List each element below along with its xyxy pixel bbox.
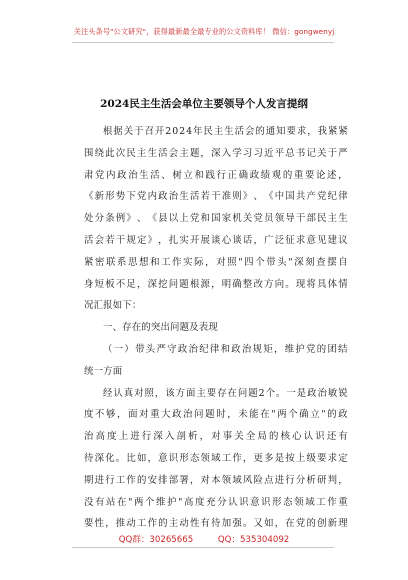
header-divider (72, 42, 334, 43)
body-line: 根 据 关 于 召 开 2 0 2 4 年 民 主 生 活 会 的 通 知 要 求 ， 我 紧 紧 (103, 126, 348, 137)
body-line: 处 分 条 例 》 、 《 县 以 上 党 和 国 家 机 关 党 员 领 导 干 部 民 主 生 (84, 213, 348, 225)
body-line: 围 绕 此 次 民 主 生 活 会 主 题 ， 深 入 学 习 习 近 平 总 书 记 关 于 严 (84, 147, 348, 159)
footer-divider (72, 547, 334, 548)
body-line: 待 深 化 。 比 如 ， 意 识 形 态 领 域 工 作 ， 更 多 是 按 上 级 要 求 定 (84, 452, 348, 464)
body-line: 肃 党 内 政 治 生 活 、 树 立 和 践 行 正 确 政 绩 观 的 重 要 论 述 ， (84, 169, 348, 181)
body-line: 身 短 板 不 足 ， 深 挖 问 题 根 源 ， 明 确 整 改 方 向 。 现 将 具 体 情 (84, 278, 348, 290)
body-line: 经 认 真 对 照 ， 该 方 面 主 要 存 在 问 题 2 个 。 一 是 政 治 敏 锐 (103, 387, 348, 399)
footer-qq-group: QQ群：30265665 (118, 535, 194, 545)
body-line: 没 有 站 在 " 两 个 维 护 " 高 度 充 分 认 识 意 识 形 态 领 域 工 作 重 (84, 496, 348, 508)
header-banner: 关注头条号"公文研究"，获得最新最全最专业的公文资料库！ 微信：gongwenyj (73, 27, 335, 36)
body-line: 活 会 若 干 规 定 》 ， 扎 实 开 展 谈 心 谈 话 ， 广 泛 征 求 意 见 建 议 (84, 234, 348, 246)
section-heading: 一、存在的突出问题及表现 (103, 322, 218, 334)
body-line: 治 高 度 上 进 行 深 入 剖 析 ， 对 事 关 全 局 的 核 心 认 识 还 有 (84, 431, 348, 443)
body-line: 期 进 行 工 作 的 安 排 部 署 ， 对 本 领 域 风 险 点 进 行 分 析 研 判 ， (84, 474, 348, 486)
footer-contact (0, 533, 408, 545)
body-line: 要 性 ， 推 动 工 作 的 主 动 性 有 待 加 强 。 又 如 ， 在 党 的 创 新 理 (84, 518, 348, 530)
subsection-heading: （ 一 ） 带 头 严 守 政 治 纪 律 和 政 治 规 矩 ， 维 护 党 的 团 结 (103, 343, 348, 355)
body-line: 度 不 够 ， 面 对 重 大 政 治 问 题 时 ， 未 能 在 " 两 个 确 立 " 的 政 (84, 409, 348, 421)
document-body (84, 121, 348, 535)
body-line: 《 新 形 势 下 党 内 政 治 生 活 若 干 准 则 》 、 《 中 国 共 产 党 纪 律 (84, 191, 348, 203)
body-line: 紧 密 联 系 思 想 和 工 作 实 际 ， 对 照 " 四 个 带 头 " 深 刻 查 摆 自 (84, 256, 348, 268)
document-title: 2024民主生活会单位主要领导个人发言提纲 (100, 98, 308, 110)
body-line: 况汇报如下： (84, 300, 142, 312)
footer-qq: QQ：535304092 (217, 535, 290, 545)
subsection-heading-continued: 统一方面 (84, 365, 123, 377)
